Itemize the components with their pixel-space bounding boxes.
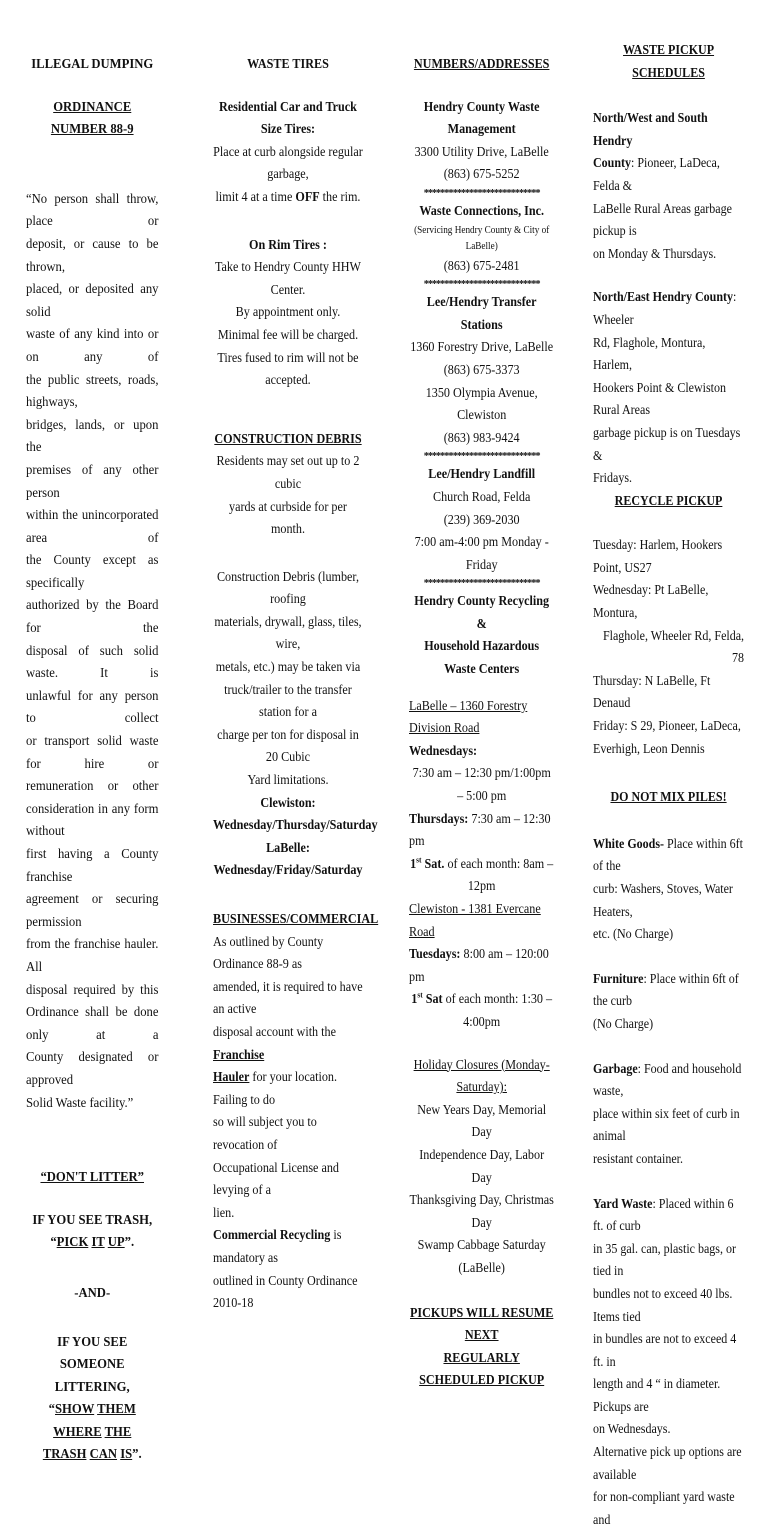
landfill-phone: (239) 369-2030 [443, 511, 520, 527]
recycling-center-name1: Hendry County Recycling & [414, 593, 550, 631]
stars-divider-3: **************************** [423, 450, 540, 463]
where-word: WHERE [53, 1423, 102, 1439]
northwest-title: North/West and South Hendry [593, 110, 708, 148]
pickups-resume-line2: REGULARLY SCHEDULED PICKUP [419, 1349, 545, 1388]
sat2-rest: of each month: 1:30 – 4:00pm [442, 991, 553, 1029]
businesses-lines [213, 931, 363, 1021]
thursdays-line [409, 808, 554, 853]
residential-tires-title: Residential Car and Truck Size Tires: [219, 98, 357, 137]
stars-divider-2: **************************** [423, 278, 540, 291]
hcwm-phone: (863) 675-5252 [443, 166, 520, 182]
recycle-wednesday-2: Flaghole, Wheeler Rd, Felda, 78 [602, 627, 745, 666]
transfer-station-addr2: 1350 Olympia Avenue, Clewiston [425, 384, 538, 423]
northwest-line2 [593, 152, 744, 197]
yard-waste-line: Alternative pick up options are available [593, 1444, 742, 1482]
sat2-bold: Sat [422, 991, 443, 1007]
quote-line: placed, or deposited any solid [26, 281, 159, 319]
businesses-line: Occupational License and levying of a [213, 1159, 339, 1198]
and-separator: -AND- [74, 1284, 111, 1300]
labelle-recycling-address: LaBelle – 1360 Forestry Division Road [409, 697, 528, 736]
businesses-line3 [213, 1021, 363, 1066]
bc-franchise: Franchise [213, 1046, 265, 1062]
can-word: CAN [89, 1446, 118, 1462]
pickups-resume-line1: PICKUPS WILL RESUME NEXT [409, 1304, 554, 1343]
businesses-line: As outlined by County Ordinance 88-9 as [213, 933, 324, 972]
quote-last-line: Solid Waste facility.” [26, 1094, 134, 1110]
tuesdays-label: Tuesdays: [409, 946, 461, 962]
sat2-num: 1 [411, 991, 418, 1007]
sat1-sup: st [416, 855, 422, 865]
commercial-recycling-line2: outlined in County Ordinance 2010-18 [213, 1272, 358, 1311]
landfill-hours: 7:00 am-4:00 pm Monday - Friday [414, 534, 549, 572]
white-goods-line3: etc. (No Charge) [593, 926, 674, 942]
northeast-line: Fridays. [593, 470, 633, 486]
northwest-line4: on Monday & Thursdays. [593, 245, 717, 261]
garbage-line3: resistant container. [593, 1150, 683, 1166]
yw-bold: Yard Waste [593, 1195, 653, 1211]
waste-tires-heading: WASTE TIRES [247, 56, 329, 71]
construction-debris-details [213, 566, 363, 792]
businesses-lines-2 [213, 1111, 363, 1224]
on-rim-tires-lines [213, 256, 363, 392]
transfer-stations-name: Lee/Hendry Transfer Stations [426, 294, 537, 332]
ga-bold: Garbage [593, 1060, 638, 1076]
recycle-friday: Friday: S 29, Pioneer, LaDeca, [593, 718, 741, 734]
yard-waste-line: in 35 gal. can, plastic bags, or tied in [593, 1240, 736, 1279]
thursdays-label: Thursdays: [409, 810, 469, 826]
holiday-line: New Years Day, Memorial Day [417, 1101, 547, 1140]
quote-line: authorized by the Board for the [26, 597, 159, 636]
illegal-dumping-column [26, 0, 158, 1466]
if-you-see-trash: IF YOU SEE TRASH, [32, 1211, 153, 1227]
white-goods-line1 [593, 833, 744, 878]
businesses-line4 [213, 1066, 363, 1111]
transfer-station-addr1: 1360 Forestry Drive, LaBelle [410, 339, 554, 355]
illegal-dumping-heading: ILLEGAL DUMPING [31, 56, 154, 71]
on-rim-line: By appointment only. [235, 304, 341, 320]
quote-line: disposal required by this [26, 981, 159, 997]
labelle-days: Wednesday/Friday/Saturday [213, 862, 363, 878]
numbers-addresses-column [409, 0, 554, 1392]
recycle-thursday: Thursday: N LaBelle, Ft Denaud [593, 672, 711, 711]
yard-waste-lines [593, 1238, 744, 1531]
stars-divider-4: **************************** [423, 577, 540, 590]
yard-waste-line: in bundles are not to exceed 4 ft. in [593, 1331, 737, 1369]
quote-line: agreement or securing permission [26, 891, 159, 929]
res-line2-b: the rim. [319, 188, 361, 204]
trash-can-is-slogan [26, 1443, 158, 1466]
quote-line: the public streets, roads, highways, [26, 371, 159, 410]
sat2-sup: st [417, 990, 423, 1000]
ne-title: North/East Hendry County [593, 289, 734, 305]
wc-note: (Servicing Hendry County & City of LaBelle) [414, 224, 550, 252]
yard-waste-line: length and 4 “ in diameter. Pickups are [593, 1376, 721, 1414]
wc-name: Waste Connections, Inc. [419, 202, 545, 218]
on-rim-line: Minimal fee will be charged. [217, 326, 359, 342]
quote-line: premises of any other person [26, 461, 159, 500]
ordinance-quote [26, 188, 158, 1092]
them-word: THEM [97, 1401, 136, 1417]
clewiston-days: Wednesday/Thursday/Saturday [213, 817, 378, 833]
businesses-line: so will subject you to revocation of [213, 1114, 317, 1152]
littering-text: LITTERING, [54, 1378, 130, 1394]
northeast-line: Rd, Flaghole, Montura, Harlem, [593, 334, 706, 373]
wednesdays-label: Wednesdays: [409, 742, 478, 758]
quote-line: bridges, lands, or upon the [26, 416, 159, 455]
construction-debris-detail-line: metals, etc.) may be taken via [215, 659, 361, 675]
ne-rest: : Wheeler [593, 289, 737, 327]
pick-close-quote: ”. [124, 1234, 135, 1250]
landfill-address: Church Road, Felda [432, 488, 531, 504]
northeast-line: Hookers Point & Clewiston Rural Areas [593, 379, 727, 418]
it-word: IT [91, 1234, 105, 1250]
furniture-line1 [593, 968, 744, 1013]
yard-waste-line1 [593, 1193, 744, 1238]
quote-line: within the unincorporated area of [26, 507, 159, 545]
if-you-see-someone: IF YOU SEE SOMEONE [57, 1333, 128, 1372]
northwest-line3: LaBelle Rural Areas garbage pickup is [593, 200, 732, 239]
quote-line: or transport solid waste for hire or [26, 733, 159, 771]
nw-rest: : Pioneer, LaDeca, Felda & [593, 155, 720, 193]
up-word: UP [107, 1234, 125, 1250]
yw-rest: : Placed within 6 ft. of curb [593, 1195, 734, 1234]
sat1-rest: of each month: 8am – 12pm [444, 855, 554, 894]
res-line2-a: limit 4 at a time [215, 188, 296, 204]
holiday-closures-title: Holiday Closures (Monday-Saturday): [413, 1056, 550, 1095]
cr-rest: is mandatory as [213, 1227, 342, 1265]
quote-line: from the franchise hauler. All [26, 936, 159, 974]
cr-bold: Commercial Recycling [213, 1227, 331, 1243]
on-rim-line: Tires fused to rim will not be accepted. [217, 349, 359, 388]
yard-waste-line: for non-compliant yard waste and [593, 1489, 735, 1527]
holiday-line: Thanksgiving Day, Christmas Day [409, 1192, 554, 1230]
nw-county: County [593, 155, 632, 171]
construction-debris-detail-line: Yard limitations. [247, 772, 329, 788]
dont-litter-slogan [26, 1166, 158, 1189]
commercial-recycling-line [213, 1224, 363, 1269]
bc-line3-a: disposal account with the [213, 1023, 336, 1039]
wc-phone: (863) 675-2481 [443, 257, 520, 273]
sat1-bold: Sat. [421, 855, 445, 871]
pick-it-up-slogan [26, 1231, 158, 1254]
furniture-line2: (No Charge) [593, 1015, 654, 1031]
residential-tires-line1: Place at curb alongside regular garbage, [213, 143, 363, 182]
businesses-line: amended, it is required to have an active [213, 978, 363, 1017]
show-close-quote: ”. [132, 1446, 142, 1462]
recycle-tuesday: Tuesday: Harlem, Hookers Point, US27 [593, 537, 723, 575]
construction-debris-detail-line: Construction Debris (lumber, roofing [216, 568, 360, 607]
yard-waste-line: bundles not to exceed 40 lbs. Items tied [593, 1285, 733, 1324]
fu-rest: : Place within 6ft of the curb [593, 970, 739, 1009]
construction-debris-line: yards at curbside for per month. [229, 498, 347, 537]
res-off: OFF [295, 188, 320, 204]
recycle-pickup-heading: RECYCLE PICKUP [614, 492, 723, 508]
tuesdays-line [409, 943, 554, 988]
stars-divider-1: **************************** [423, 186, 540, 199]
numbers-addresses-heading: NUMBERS/ADDRESSES [413, 56, 550, 71]
first-sat-labelle [409, 853, 554, 898]
construction-debris-detail-line: charge per ton for disposal in 20 Cubic [217, 726, 359, 765]
bc-hauler: Hauler [213, 1069, 250, 1085]
businesses-line: lien. [213, 1204, 235, 1220]
hcwm-address: 3300 Utility Drive, LaBelle [414, 143, 549, 159]
construction-debris-heading: CONSTRUCTION DEBRIS [214, 430, 362, 446]
hcwm-name: Hendry County Waste Management [423, 98, 540, 137]
wg-rest: Place within 6ft of the [593, 835, 744, 874]
the-word: THE [104, 1423, 132, 1439]
quote-line: waste of any kind into or on any of [26, 326, 159, 364]
do-not-mix-heading: DO NOT MIX PILES! [610, 789, 727, 805]
ga-rest: : Food and household waste, [593, 1060, 742, 1099]
transfer-station-phone2: (863) 983-9424 [443, 429, 520, 445]
northeast-line1 [593, 286, 744, 331]
northeast-line: garbage pickup is on Tuesdays & [593, 424, 741, 463]
construction-debris-lines [213, 450, 363, 540]
recycling-center-name2: Household Hazardous Waste Centers [424, 638, 540, 677]
wg-bold: White Goods- [593, 835, 665, 851]
dont-litter-text: “DON'T LITTER” [40, 1169, 145, 1185]
construction-debris-detail-line: truck/trailer to the transfer station for a [224, 681, 352, 720]
wednesdays-hours: 7:30 am – 12:30 pm/1:00pm – 5:00 pm [412, 765, 551, 804]
clewiston-recycling-address: Clewiston - 1381 Evercane Road [409, 901, 541, 939]
garbage-line2: place within six feet of curb in animal [593, 1105, 740, 1144]
quote-line: remuneration or other [26, 778, 159, 794]
businesses-commercial-heading: BUSINESSES/COMMERCIAL [213, 911, 379, 926]
fu-bold: Furniture [593, 970, 644, 986]
quote-line: the County except as specifically [26, 552, 159, 590]
show-open-quote: “ [48, 1401, 55, 1417]
landfill-name: Lee/Hendry Landfill [428, 466, 536, 482]
quote-line: deposit, or cause to be thrown, [26, 235, 159, 274]
holiday-lines [409, 1099, 554, 1280]
pickup-schedules-heading: WASTE PICKUP SCHEDULES [623, 42, 715, 80]
tuesdays-hours: 8:00 am – 120:00 pm [409, 946, 549, 984]
garbage-line1 [593, 1058, 744, 1103]
quote-line: consideration in any form without [26, 800, 159, 839]
trash-word: TRASH [42, 1446, 87, 1462]
quote-line: unlawful for any person to collect [26, 687, 159, 726]
yard-waste-line: on Wednesdays. [593, 1421, 671, 1437]
construction-debris-line: Residents may set out up to 2 cubic [216, 453, 360, 491]
quote-line: “No person shall throw, place or [26, 190, 159, 229]
quote-line: first having a County franchise [26, 846, 159, 884]
ordinance-number: ORDINANCE NUMBER 88-9 [50, 98, 134, 137]
on-rim-line: Take to Hendry County HHW Center. [214, 259, 362, 297]
clewiston-label: Clewiston: [260, 794, 316, 810]
construction-debris-detail-line: materials, drywall, glass, tiles, wire, [214, 613, 362, 652]
recycle-friday-2: Everhigh, Leon Dennis [593, 740, 705, 756]
thursdays-hours: 7:30 am – 12:30 pm [409, 810, 551, 849]
northeast-lines [593, 332, 744, 490]
bc-line4-b: for your location. Failing to do [213, 1069, 337, 1107]
first-sat-clewiston [409, 988, 554, 1033]
residential-tires-line2 [213, 186, 363, 209]
quote-line: Ordinance shall be done only at a [26, 1004, 159, 1042]
on-rim-tires-title: On Rim Tires : [249, 236, 327, 252]
quote-line: County designated or approved [26, 1049, 159, 1087]
sat1-num: 1 [410, 855, 417, 871]
is-word: IS [120, 1446, 133, 1462]
pick-open-quote: “ [50, 1234, 57, 1250]
white-goods-line2: curb: Washers, Stoves, Water Heaters, [593, 881, 733, 919]
holiday-line: Independence Day, Labor Day [419, 1146, 545, 1185]
quote-line: disposal of such solid waste. It is [26, 642, 159, 681]
pickup-schedules-column [593, 0, 744, 1531]
labelle-label: LaBelle: [266, 839, 310, 855]
show-them-slogan [26, 1398, 158, 1443]
holiday-line: Swamp Cabbage Saturday (LaBelle) [417, 1237, 546, 1275]
show-word: SHOW [54, 1401, 95, 1417]
transfer-station-phone1: (863) 675-3373 [443, 361, 520, 377]
pick-word: PICK [56, 1234, 89, 1250]
waste-tires-column [213, 0, 379, 1315]
recycle-wednesday: Wednesday: Pt LaBelle, Montura, [593, 582, 709, 621]
